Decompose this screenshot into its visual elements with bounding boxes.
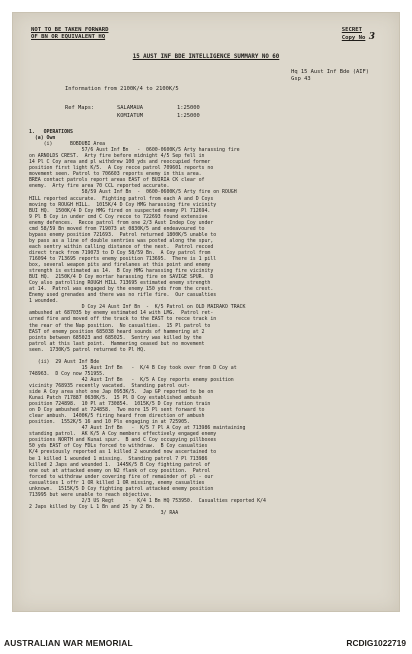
- body-line: Kunai Patch 717887 0630K/5. 15 Pl D Coy established ambush: [29, 395, 202, 402]
- body-line: 14 Pl C Coy area and pl withdrew 100 yds and reoccupied former: [29, 159, 211, 166]
- body-line: 2/3 US Regt - K/4 1 Bn HQ 753950. Casualties reported K/4: [29, 497, 266, 504]
- hq-block: [291, 69, 369, 83]
- body-line: position 724898. 10 Pl at 730854. 1015K/5 D Coy ration train: [29, 401, 211, 408]
- body-line: BUI HQ. 2150K/4 D Coy mortar harassing fire on SAVIGE SPUR. D: [29, 274, 214, 281]
- security-caveat: [31, 27, 108, 41]
- body-line: casualties 1 offr 1 OR killed 1 OR missing, enemy casualties: [29, 479, 205, 486]
- body-line: ambushed at 687035 by enemy estimated 14 with LMG. Patrol ret-: [29, 310, 214, 317]
- body-line: 748963. D Coy now 751955.: [29, 370, 106, 377]
- body-line: side A Coy area shot one Jap 0953K/5. Jap GP reported to be on: [29, 389, 214, 396]
- document-title: 15 AUST INF BDE INTELLIGENCE SUMMARY NO 60: [132, 54, 280, 60]
- body-line: position. 1552K/5 16 and 10 Pls engaging in at 725905.: [29, 419, 190, 426]
- copy-label: Copy No: [341, 35, 366, 41]
- caveat-line-1: NOT TO BE TAKEN FORWARD: [31, 27, 109, 33]
- body-line: points between 685023 and 685025. Sentry was killed by the: [29, 334, 202, 341]
- body-line: the rear of the Nap position. No casualties. 15 Pl patrol to: [29, 322, 211, 329]
- body-line: 42 Aust Inf Bn - K/5 A Coy reports enemy position: [29, 376, 234, 383]
- classification-label: SECRET: [341, 27, 362, 33]
- body-line: seen. 1730K/5 patrol returned to Pl HQ.: [29, 346, 146, 353]
- body-line: cmd 58/59 Bn moved from 719073 at 0830K/5 and endeavoured to: [29, 225, 205, 232]
- ref-maps-label: Ref Maps:: [65, 105, 95, 111]
- body-line: killed 2 Japs and wounded 1. 1445K/5 B Coy fighting patrol of: [29, 461, 211, 468]
- body-line: BREA contact patrols report areas EAST of BUIRIA CK clear of: [29, 177, 205, 184]
- classification-block: [342, 27, 375, 42]
- body-line: standing patrol. AK K/5 A Coy members effectively engaged enemy: [29, 431, 217, 438]
- body-line: by pass as a line of double sentries was posted along the spur,: [29, 237, 214, 244]
- body-line: 15 Aust Inf Bn - K/4 B Coy took over from D Coy at: [29, 364, 237, 371]
- body-line: unknown. 1515K/5 D Coy fighting patrol attacked enemy position: [29, 485, 214, 492]
- body-line: 2 Japs killed by Coy L 1 Bn and 25 by 2 Bn.: [29, 503, 155, 510]
- body-line: 1 wounded.: [29, 298, 59, 305]
- map-scale: 1:25000: [177, 105, 200, 111]
- body-line: vicinity 768935 recently vacated. Standing patrol out-: [29, 382, 190, 389]
- hq-line-1: Hq 15 Aust Inf Bde (AIF): [291, 69, 369, 75]
- body-line: bypass enemy position 721693. Patrol returned 1800K/5 unable to: [29, 231, 217, 238]
- archive-reference: RCDIG1022719: [346, 638, 406, 648]
- body-line: HILL reported accurate. Fighting patrol from each A and D Coys: [29, 195, 214, 202]
- body-line: moving to ROUGH HILL. 1015K/4 D Coy HMG harassing fire vicinity: [29, 201, 217, 208]
- body-line: forced to withdraw under covering fire of remainder of pl - our: [29, 473, 214, 480]
- body-line: patrol at this last point. Hammering ceased but no movement: [29, 340, 205, 347]
- body-line: EAST of enemy position 685038 heard sounds of hammering at 2: [29, 328, 205, 335]
- body-line: urned fire and moved off the track to the EAST to recce track in: [29, 316, 217, 323]
- body-line: movement seen. Patrol to 706603 reports enemy in this area.: [29, 171, 202, 178]
- body-line: (i) BOBDUBI Area: [29, 141, 106, 148]
- map-name: KOMIATUM: [117, 112, 143, 119]
- body-line: 713995 but were unable to reach objective.: [29, 491, 152, 498]
- body-line: clear ambush. 1400K/5 firing heard from direction of ambush: [29, 413, 205, 420]
- body-line: 3/ RAA: [29, 509, 179, 516]
- hq-line-2: Gsp 43: [291, 76, 311, 82]
- body-line: enemy. Arty fire area 70 CCL reported accurate.: [29, 183, 170, 190]
- summary-body: [29, 129, 389, 516]
- body-line: position first light K/5. A Coy recce patrol 709601 reports no: [29, 165, 214, 172]
- document-page: [12, 12, 400, 612]
- body-line: enemy defences. Recce patrol from one 2/3 Aust Indep Coy under: [29, 219, 214, 226]
- body-line: 57/6 Aust Inf Bn - 0600-0600K/5 Arty harassing fire: [29, 147, 240, 154]
- body-line: (ii) 29 Aust Inf Bde: [29, 358, 100, 365]
- body-line: each sentry within calling distance of the next. Patrol recced: [29, 243, 214, 250]
- body-line: 1. OPERATIONS: [29, 129, 73, 135]
- body-line: 9 Pl B Coy in under cmd C Coy recce to 722693 found extensive: [29, 213, 208, 220]
- copy-number: 3: [368, 32, 375, 42]
- body-line: on D Coy ambushed at 724858. Two more 15 Pl sent forward to: [29, 407, 205, 414]
- information-period: Information from 2100K/4 to 2100K/5: [65, 86, 179, 92]
- body-line: one out at attacked enemy on N2 flank of coy position. Patrol: [29, 467, 211, 474]
- body-line: 47 Aust Inf Bn - K/5 7 Pl A Coy at 713986 maintaining: [29, 425, 246, 432]
- body-line: at 14. Patrol was engaged by the enemy 150 yds from the crest.: [29, 286, 214, 293]
- body-line: strength is estimated as 14. B Coy HMG harassing fire vicinity: [29, 268, 214, 275]
- body-line: direct track from 719073 to D Coy 58/59 Bn. A Coy patrol from: [29, 249, 211, 256]
- map-scale: 1:25000: [177, 112, 200, 119]
- map-name: SALAMAUA: [117, 105, 143, 111]
- body-line: positions NORTH and Kunai spur. B and C Coy occupying pillboxes: [29, 437, 217, 444]
- archive-credit: AUSTRALIAN WAR MEMORIAL: [4, 638, 133, 648]
- body-line: K/4 previously reported as 1 killed 2 wounded now ascertained to: [29, 449, 217, 456]
- body-line: box, several weapon pits and firelanes at this point and enemy: [29, 262, 211, 269]
- ref-maps: [65, 105, 200, 120]
- caveat-line-2: OF BN OR EQUIVALENT HQ: [31, 34, 106, 40]
- body-line: (a) Own: [29, 135, 56, 142]
- body-line: on ARNOLDS CREST. Arty fire before midnight 4/5 Sep fell in: [29, 153, 205, 160]
- body-line: 716094 to 713695 reports enemy position 713695. There is 1 pill: [29, 255, 217, 262]
- body-line: be 1 killed 1 wounded 1 missing. Standing patrol 7 Pl 713986: [29, 455, 208, 462]
- body-line: 50 yds EAST of Coy FDLs forced to withdraw. B Coy casualties: [29, 443, 208, 450]
- body-line: Enemy used grenades and there was no rifle fire. Our casualties: [29, 292, 217, 299]
- body-line: 58/59 Aust Inf Bn - 0600-0600K/5 Arty fire on ROUGH: [29, 189, 237, 196]
- body-line: BUI HQ. 1500K/4 D Coy HMG fired on suspected enemy Pl 712694.: [29, 207, 211, 214]
- body-line: Coy also patrolling ROUGH HILL 713695 estimated enemy strength: [29, 280, 211, 287]
- body-line: D Coy 24 Aust Inf Bn - K/5 Patrol on OLD MAIRAKO TRACK: [29, 304, 246, 311]
